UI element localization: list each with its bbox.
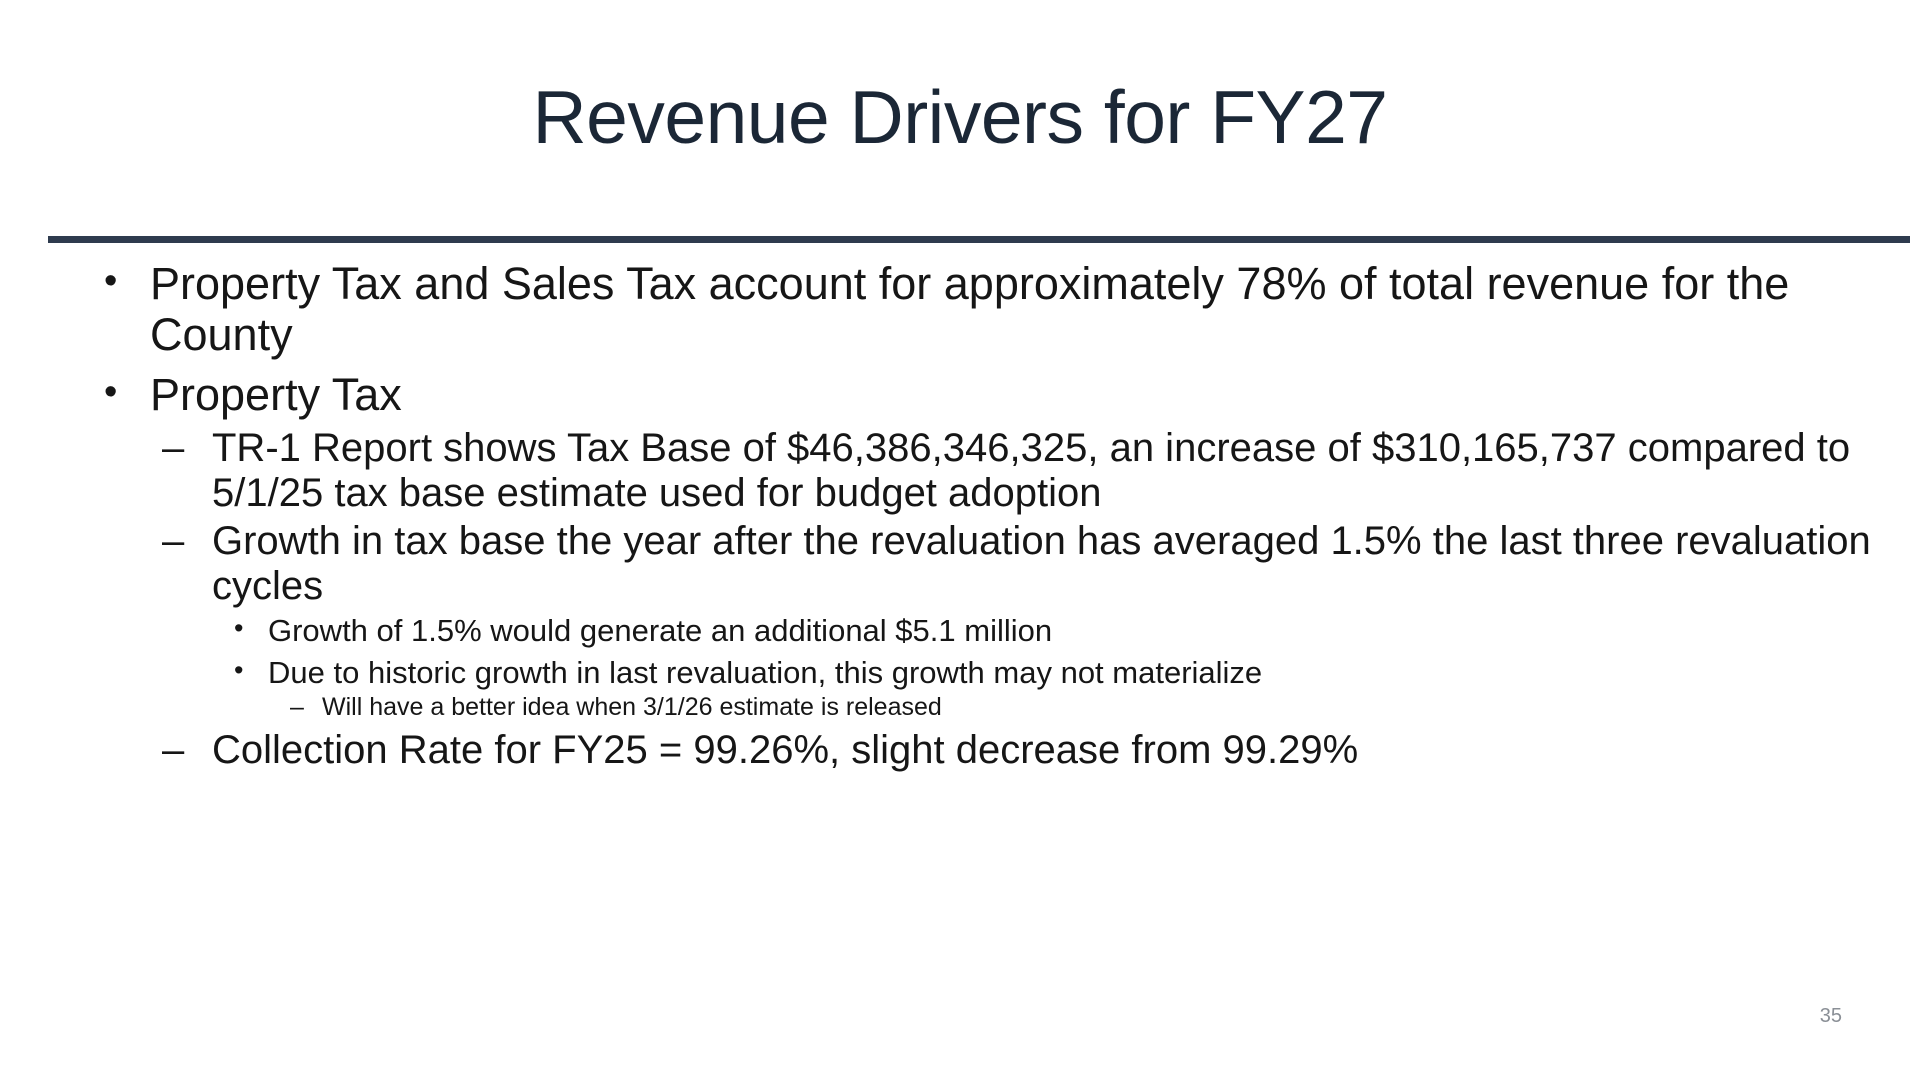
bullet-text: Growth of 1.5% would generate an additional $5.1 million	[268, 613, 1053, 649]
list-item	[82, 258, 1872, 361]
bullet-list-level-4	[268, 693, 1872, 722]
bullet-text: • Property Tax and Sales Tax account for approximately 78% of total revenue for the County	[150, 258, 1790, 361]
bullet-list-level-1	[82, 258, 1872, 773]
bullet-text: • Property Tax	[150, 368, 402, 420]
bullet-text: Will have a better idea when 3/1/26 estimate is released	[322, 692, 942, 721]
list-item	[150, 728, 1872, 773]
list-item	[212, 655, 1872, 722]
bullet-list-level-3	[212, 613, 1872, 722]
list-item	[268, 693, 1872, 722]
bullet-text: Due to historic growth in last revaluation, this growth may not materialize	[268, 655, 1263, 691]
title-divider	[48, 236, 1910, 243]
page-title: Revenue Drivers for FY27	[532, 75, 1388, 159]
slide-body	[82, 258, 1872, 781]
list-item	[150, 426, 1872, 516]
bullet-list-level-2	[150, 426, 1872, 773]
bullet-text: Growth in tax base the year after the revaluation has averaged 1.5% the last three revaluation cycles	[212, 519, 1871, 609]
bullet-text: TR-1 Report shows Tax Base of $46,386,346,325, an increase of $310,165,737 compared to 5/1/25 tax base estimate used for budget adoption	[212, 425, 1851, 515]
list-item	[150, 519, 1872, 722]
list-item	[82, 369, 1872, 773]
bullet-text: Collection Rate for FY25 = 99.26%, slight decrease from 99.29%	[212, 727, 1359, 772]
slide-number: 35	[1819, 1005, 1842, 1027]
list-item	[212, 613, 1872, 649]
